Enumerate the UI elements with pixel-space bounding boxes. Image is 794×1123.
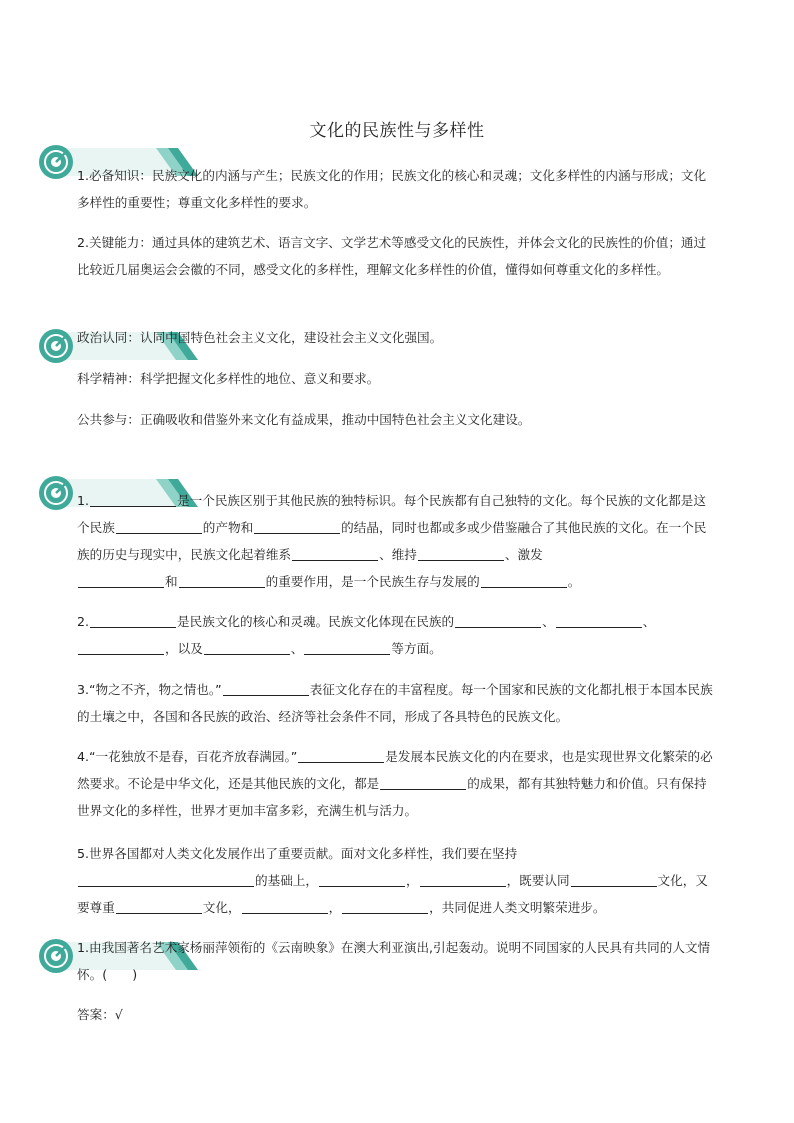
ability-paragraph: 2.关键能力：通过具体的建筑艺术、语言文字、文学艺术等感受文化的民族性，并体会文化的民族性的价值；通过比较近几届奥运会会徽的不同，感受文化的多样性，理解文化多样性的价值，懂得如何尊重文化的多样性。 <box>77 235 707 277</box>
blank[interactable] <box>254 519 340 534</box>
blank[interactable] <box>342 899 428 914</box>
blank[interactable] <box>78 573 164 588</box>
blank[interactable] <box>418 546 504 561</box>
scientific-spirit-line: 科学精神：科学把握文化多样性的地位、意义和要求。 <box>77 371 380 386</box>
blank[interactable] <box>571 872 657 887</box>
blank[interactable] <box>223 681 309 696</box>
blank[interactable] <box>78 640 164 655</box>
page-title: 文化的民族性与多样性 <box>309 121 485 141</box>
blank[interactable] <box>481 573 567 588</box>
question-3: 3.“物之不齐，物之情也。” 表征文化存在的丰富程度。每一个国家和民族的文化都扎根于本国本民族的土壤之中，各国和各民族的政治、经济等社会条件不同，形成了各具特色的民族文化。 <box>77 682 713 724</box>
blank[interactable] <box>179 573 265 588</box>
blank[interactable] <box>556 613 642 628</box>
blank[interactable] <box>420 872 506 887</box>
blank[interactable] <box>455 613 541 628</box>
question-4: 4.“一花独放不是春，百花齐放春满园。” 是发展本民族文化的内在要求，也是实现世界文化繁荣的必然要求。不论是中华文化，还是其他民族的文化，都是 的成果，都有其独特魅力和价值。只有保持世界文化的多样性，世界才更加丰富多彩，充满生机与活力。 <box>77 749 713 818</box>
blank[interactable] <box>298 748 384 763</box>
blank[interactable] <box>204 640 290 655</box>
blank[interactable] <box>242 899 328 914</box>
blank[interactable] <box>380 775 466 790</box>
question-1: 1. 是一个民族区别于其他民族的独特标识。每个民族都有自己独特的文化。每个民族的文化都是这个民族 的产物和 的结晶，同时也都或多或少借鉴融合了其他民族的文化。在一个民族的历史与现实中，民族文化起着维系 、维持 、激发 和 的重要作用，是一个民族生存与发展的 。 <box>77 493 707 589</box>
blank[interactable] <box>304 640 390 655</box>
blank[interactable] <box>319 872 405 887</box>
blank[interactable] <box>90 492 176 507</box>
political-identity-line: 政治认同：认同中国特色社会主义文化，建设社会主义文化强国。 <box>77 330 443 345</box>
public-participation-line: 公共参与：正确吸收和借鉴外来文化有益成果，推动中国特色社会主义文化建设。 <box>77 412 531 427</box>
blank[interactable] <box>116 899 202 914</box>
knowledge-paragraph: 1.必备知识：民族文化的内涵与产生；民族文化的作用；民族文化的核心和灵魂；文化多样性的内涵与形成；文化多样性的重要性；尊重文化多样性的要求。 <box>77 168 707 210</box>
answer-line: 答案：√ <box>77 1007 123 1022</box>
blank[interactable] <box>292 546 378 561</box>
blank[interactable] <box>90 613 176 628</box>
question-5: 5.世界各国都对人类文化发展作出了重要贡献。面对文化多样性，我们要在坚持 的基础上， ， ，既要认同 文化，又要尊重 文化， ， ，共同促进人类文明繁荣进步。 <box>77 846 708 915</box>
blank[interactable] <box>116 519 202 534</box>
question-2: 2. 是民族文化的核心和灵魂。民族文化体现在民族的 、 、 ，以及 、 等方面。 <box>77 614 656 656</box>
practice-question-1: 1.由我国著名艺术家杨丽萍领衔的《云南映象》在澳大利亚演出,引起轰动。说明不同国家的人民具有共同的人文情怀。( ) <box>77 940 711 982</box>
blank[interactable] <box>78 872 254 887</box>
